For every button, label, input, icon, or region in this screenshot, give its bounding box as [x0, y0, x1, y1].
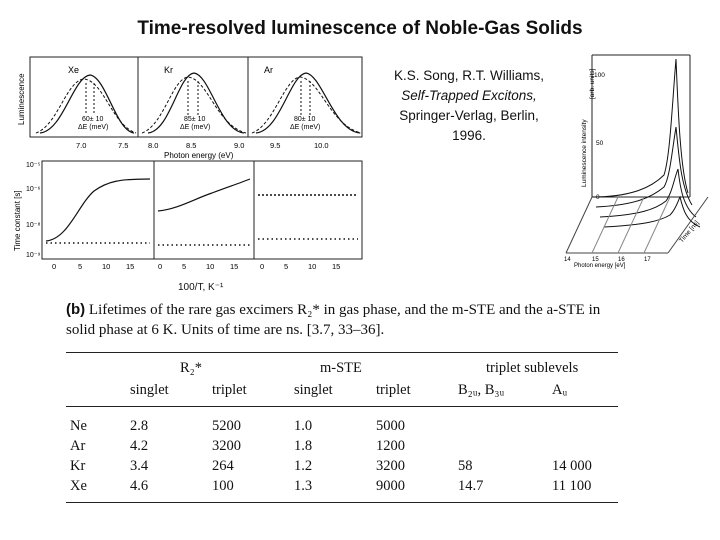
kr-note-2: ΔE (meV)	[180, 124, 211, 131]
bottom-xtick: 10	[308, 262, 317, 271]
table-caption-label: (b)	[66, 301, 86, 318]
citation-publisher: Springer-Verlag, Berlin,	[399, 108, 539, 123]
citation-year: 1996.	[452, 128, 486, 143]
table-cell: 5000	[376, 418, 405, 434]
table-cell: 58	[458, 458, 473, 474]
citation-authors: K.S. Song, R.T. Williams,	[393, 68, 545, 83]
group-header-sublevels: triplet sublevels	[486, 360, 579, 376]
right-ylabel-2: [arb. units]	[589, 68, 596, 99]
right-xtick: 14	[564, 257, 571, 263]
bottom-ytick: 10⁻⁵	[26, 162, 41, 169]
ar-note-2: ΔE (meV)	[290, 124, 321, 131]
bottom-ytick: 10⁻⁶	[26, 186, 41, 193]
right-xlabel: Photon energy [eV]	[574, 263, 626, 269]
col-header-au: Aᵤ	[552, 382, 568, 398]
table-cell: 264	[212, 458, 234, 474]
bottom-xtick: 10	[206, 262, 215, 271]
table-caption-text: Lifetimes of the rare gas excimers R₂* in gas phase, and the m-STE and the a-STE in solid phase at 6 K. Units of time are ns. [3.7, 33–36].	[66, 302, 601, 338]
spectrum-curve	[596, 127, 692, 207]
table-caption	[66, 300, 626, 340]
top-xtick: 9.5	[270, 141, 281, 150]
row-gas-xe: Xe	[70, 478, 87, 494]
table-cell: 1.3	[294, 478, 313, 494]
x-axis-note: 100/T, K⁻¹	[178, 282, 224, 293]
bottom-xtick: 15	[332, 262, 341, 271]
bottom-xtick: 5	[78, 262, 83, 271]
top-ylabel: Luminescence	[17, 73, 26, 125]
slide-title: Time-resolved luminescence of Noble-Gas Solids	[137, 18, 583, 39]
panel-label-xe: Xe	[68, 65, 80, 75]
time-axis-label: Time [ns]	[678, 219, 701, 245]
row-gas-ar: Ar	[70, 438, 86, 454]
bottom-xtick: 10	[102, 262, 111, 271]
table-cell: 1200	[376, 438, 405, 454]
col-header-triplet: triplet	[376, 382, 411, 398]
row-gas-ne: Ne	[70, 418, 87, 434]
luminescence-figure-svg	[8, 55, 366, 277]
right-xtick: 17	[644, 257, 651, 263]
table-rule-top	[66, 352, 618, 353]
citation	[370, 66, 568, 146]
top-xtick: 10.0	[314, 141, 329, 150]
top-xtick: 8.0	[148, 141, 159, 150]
spectrum-curve	[604, 197, 700, 227]
kr-note-1: 85± 10	[184, 116, 206, 123]
col-header-singlet: singlet	[130, 382, 169, 398]
group-header-r2: R₂*	[180, 360, 202, 376]
bottom-ytick: 10⁻⁸	[26, 222, 41, 229]
top-xtick: 9.0	[234, 141, 245, 150]
luminescence-figure	[8, 55, 366, 277]
bottom-xtick: 0	[260, 262, 265, 271]
bottom-ytick: 10⁻⁹	[26, 252, 41, 259]
row-gas-kr: Kr	[70, 458, 86, 474]
citation-book-title: Self-Trapped Excitons,	[401, 88, 537, 103]
table-cell: 3.4	[130, 458, 149, 474]
top-xtick: 8.5	[186, 141, 197, 150]
table-cell: 3200	[212, 438, 241, 454]
right-ytick: 100	[594, 72, 605, 79]
lifetimes-table	[66, 300, 626, 520]
table-cell: 11 100	[552, 478, 592, 494]
table-cell: 4.6	[130, 478, 149, 494]
table-cell: 4.2	[130, 438, 149, 454]
right-ylabel-1: Luminescence intensity	[581, 119, 588, 187]
xe-lifetime-curve	[46, 179, 150, 241]
table-cell: 1.0	[294, 418, 313, 434]
right-ytick: 50	[596, 140, 604, 147]
ar-note-1: 80± 10	[294, 116, 316, 123]
right-xtick: 16	[618, 257, 625, 263]
right-ytick: 0	[596, 194, 600, 201]
bottom-xtick: 5	[182, 262, 187, 271]
xe-note-2: ΔE (meV)	[78, 124, 109, 131]
table-cell: 2.8	[130, 418, 149, 434]
table-cell: 3200	[376, 458, 405, 474]
top-xlabel: Photon energy (eV)	[164, 151, 234, 160]
col-header-singlet: singlet	[294, 382, 333, 398]
bottom-xtick: 15	[230, 262, 239, 271]
table-cell: 1.8	[294, 438, 313, 454]
top-xtick: 7.0	[76, 141, 87, 150]
top-xtick: 7.5	[118, 141, 129, 150]
col-header-b2u-b3u: B₂ᵤ, B₃ᵤ	[458, 382, 505, 398]
table-rule-mid	[66, 406, 618, 407]
group-header-mste: m-STE	[320, 360, 362, 376]
table-cell: 14.7	[458, 478, 484, 494]
table-cell: 100	[212, 478, 234, 494]
col-header-triplet: triplet	[212, 382, 247, 398]
bottom-xtick: 15	[126, 262, 135, 271]
bottom-xtick: 5	[284, 262, 289, 271]
table-cell: 14 000	[552, 458, 592, 474]
xe-note-1: 60± 10	[82, 116, 104, 123]
kr-lifetime-curve	[158, 179, 250, 211]
bottom-xtick: 0	[52, 262, 57, 271]
right-xtick: 15	[592, 257, 599, 263]
time-resolved-spectrum-figure	[552, 47, 712, 269]
bottom-ylabel: Time constant [s]	[13, 190, 22, 251]
time-resolved-spectrum-svg	[552, 47, 712, 269]
table-rule-bottom	[66, 502, 618, 503]
table-cell: 9000	[376, 478, 405, 494]
table-cell: 5200	[212, 418, 241, 434]
panel-label-kr: Kr	[164, 65, 173, 75]
table-cell: 1.2	[294, 458, 313, 474]
spectrum-curve	[592, 59, 688, 197]
panel-label-ar: Ar	[264, 65, 273, 75]
bottom-xtick: 0	[158, 262, 163, 271]
